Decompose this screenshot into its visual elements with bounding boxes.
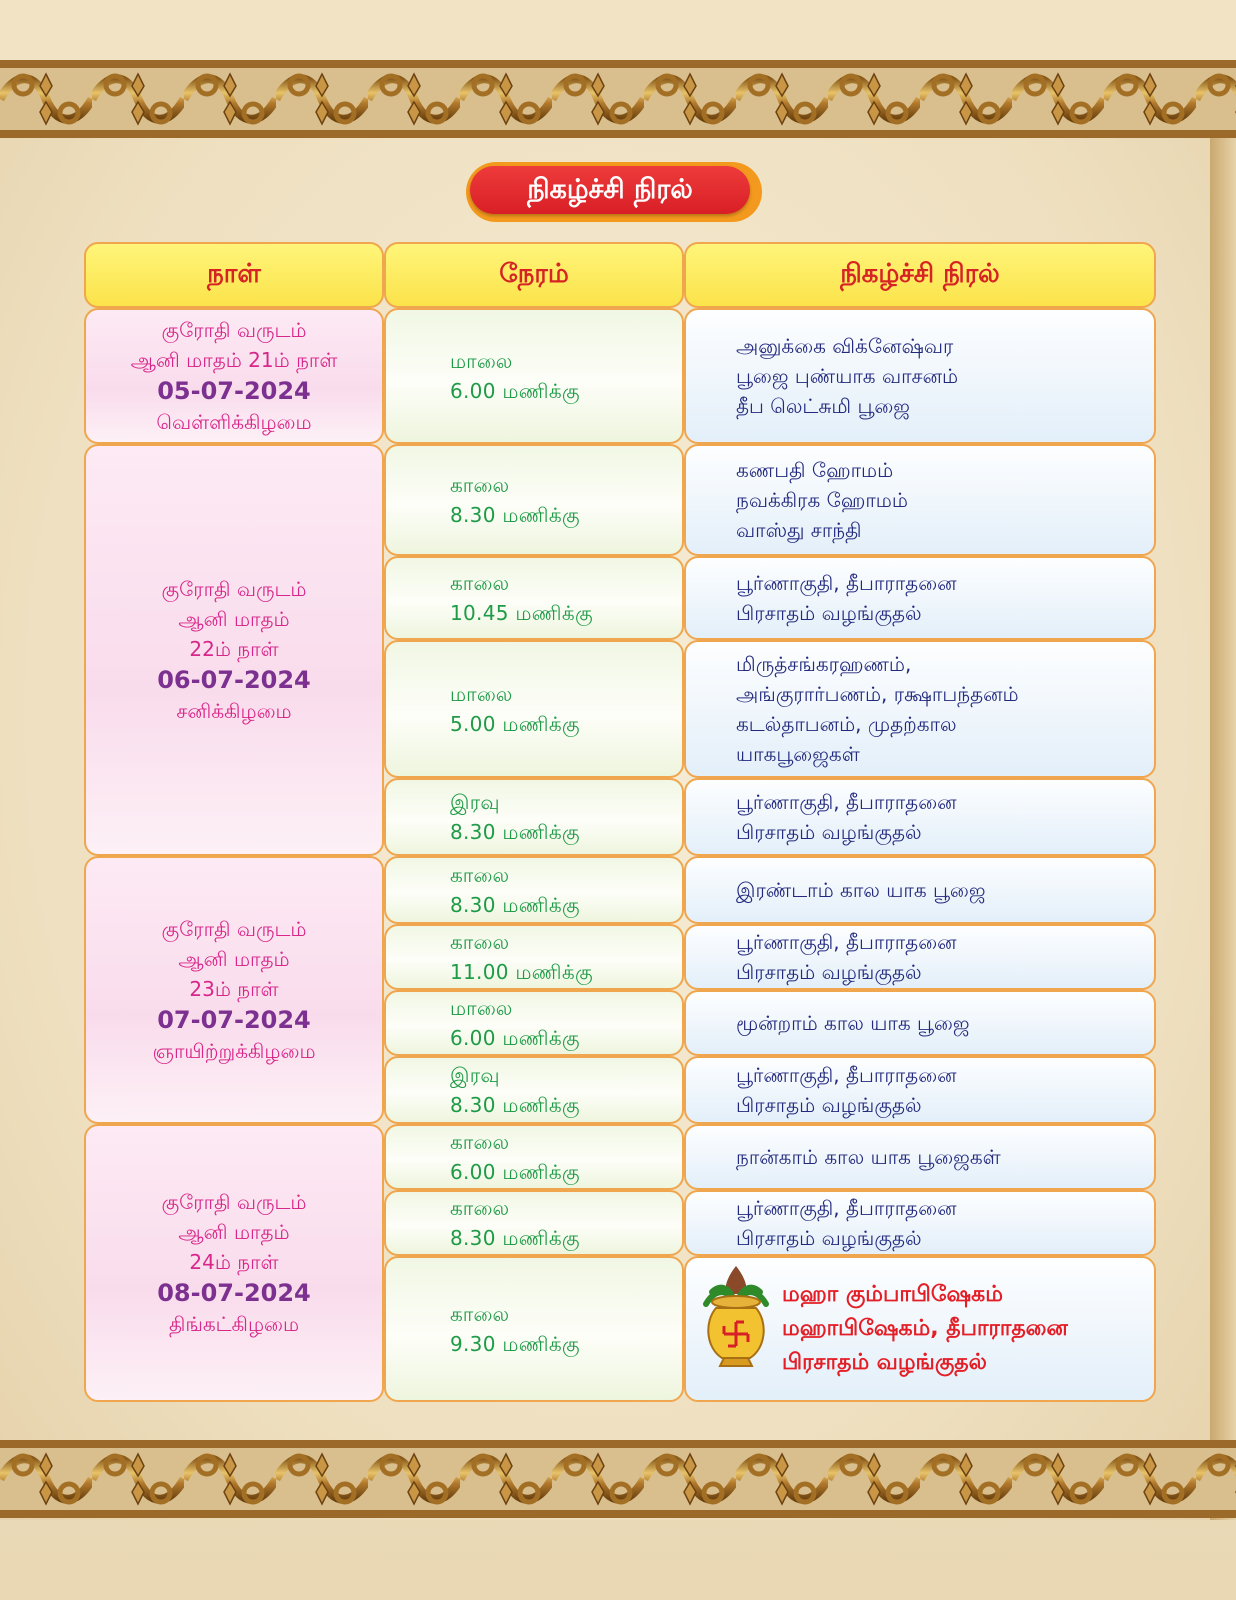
event-line: பூர்ணாகுதி, தீபாராதனை [736, 930, 957, 954]
date-label: 08-07-2024 [157, 1279, 311, 1307]
month-day-label: ஆனி மாதம் 21ம் நாள் [130, 348, 338, 372]
day-number-label: 23ம் நாள் [189, 977, 279, 1001]
event-cell-11 [684, 1190, 1156, 1256]
weekday-label: வெள்ளிக்கிழமை [156, 410, 312, 434]
header-time: நேரம் [384, 242, 684, 308]
event-cell-7 [684, 924, 1156, 990]
date-label: 07-07-2024 [157, 1006, 311, 1034]
event-line: பிரசாதம் வழங்குதல் [736, 820, 922, 844]
period-label: காலை [450, 1196, 510, 1220]
month-label: ஆனி மாதம் [178, 607, 290, 631]
event-line: பிரசாதம் வழங்குதல் [782, 1350, 987, 1375]
ornamental-border-top [0, 60, 1236, 138]
month-label: ஆனி மாதம் [178, 947, 290, 971]
event-line: அனுக்கை விக்னேஷ்வர [736, 334, 954, 358]
event-line: இரண்டாம் கால யாக பூஜை [736, 878, 986, 902]
time-cell-7 [384, 924, 684, 990]
event-cell-1 [684, 308, 1156, 444]
period-label: இரவு [450, 1063, 500, 1087]
event-line: தீப லெட்சுமி பூஜை [736, 394, 910, 418]
time-cell-12 [384, 1256, 684, 1402]
time-cell-8 [384, 990, 684, 1056]
time-cell-4 [384, 640, 684, 778]
clock-label: 8.30 மணிக்கு [450, 1226, 580, 1250]
period-label: காலை [450, 930, 510, 954]
period-label: காலை [450, 571, 510, 595]
weekday-label: ஞாயிற்றுக்கிழமை [152, 1039, 316, 1063]
event-cell-2 [684, 444, 1156, 556]
event-cell-5 [684, 778, 1156, 856]
period-label: காலை [450, 1302, 510, 1326]
event-line: கடல்தாபனம், முதற்கால [736, 712, 957, 736]
event-line: மிருத்சங்கரஹணம், [736, 652, 912, 676]
event-cell-6 [684, 856, 1156, 924]
event-line: பூர்ணாகுதி, தீபாராதனை [736, 1063, 957, 1087]
time-cell-2 [384, 444, 684, 556]
clock-label: 8.30 மணிக்கு [450, 820, 580, 844]
event-line: நவக்கிரக ஹோமம் [736, 488, 908, 512]
event-line: நான்காம் கால யாக பூஜைகள் [736, 1145, 1001, 1169]
time-cell-11 [384, 1190, 684, 1256]
date-label: 05-07-2024 [157, 377, 311, 405]
event-cell-8 [684, 990, 1156, 1056]
clock-label: 6.00 மணிக்கு [450, 1160, 580, 1184]
event-line: பிரசாதம் வழங்குதல் [736, 601, 922, 625]
clock-label: 8.30 மணிக்கு [450, 503, 580, 527]
event-line: கணபதி ஹோமம் [736, 458, 894, 482]
year-label: குரோதி வருடம் [161, 318, 307, 342]
event-line: மூன்றாம் கால யாக பூஜை [736, 1011, 970, 1035]
weekday-label: திங்கட்கிழமை [168, 1312, 300, 1336]
period-label: காலை [450, 863, 510, 887]
header-program: நிகழ்ச்சி நிரல் [684, 242, 1156, 308]
date-label: 06-07-2024 [157, 666, 311, 694]
clock-label: 6.00 மணிக்கு [450, 379, 580, 403]
time-cell-5 [384, 778, 684, 856]
event-line: பிரசாதம் வழங்குதல் [736, 960, 922, 984]
period-label: மாலை [450, 349, 513, 373]
event-line: பூர்ணாகுதி, தீபாராதனை [736, 571, 957, 595]
event-line: பூர்ணாகுதி, தீபாராதனை [736, 1196, 957, 1220]
year-label: குரோதி வருடம் [161, 917, 307, 941]
period-label: காலை [450, 473, 510, 497]
event-cell-3 [684, 556, 1156, 640]
time-cell-9 [384, 1056, 684, 1124]
event-line: வாஸ்து சாந்தி [736, 518, 862, 542]
period-label: இரவு [450, 790, 500, 814]
year-label: குரோதி வருடம் [161, 577, 307, 601]
year-label: குரோதி வருடம் [161, 1190, 307, 1214]
month-label: ஆனி மாதம் [178, 1220, 290, 1244]
event-line: மஹாபிஷேகம், தீபாராதனை [782, 1316, 1068, 1341]
event-line: பூஜை புண்யாக வாசனம் [736, 364, 959, 388]
day-number-label: 22ம் நாள் [189, 637, 279, 661]
event-cell-10 [684, 1124, 1156, 1190]
clock-label: 6.00 மணிக்கு [450, 1026, 580, 1050]
period-label: மாலை [450, 682, 513, 706]
time-cell-10 [384, 1124, 684, 1190]
event-line: பிரசாதம் வழங்குதல் [736, 1226, 922, 1250]
time-cell-1 [384, 308, 684, 444]
title-badge [466, 162, 762, 222]
event-line: பூர்ணாகுதி, தீபாராதனை [736, 790, 957, 814]
event-cell-9 [684, 1056, 1156, 1124]
event-line: அங்குரார்பணம், ரக்ஷாபந்தனம் [736, 682, 1019, 706]
day-cell-4 [84, 1124, 384, 1402]
weekday-label: சனிக்கிழமை [176, 699, 292, 723]
page-title: நிகழ்ச்சி நிரல் [470, 166, 750, 214]
day-cell-2 [84, 444, 384, 856]
time-cell-6 [384, 856, 684, 924]
clock-label: 8.30 மணிக்கு [450, 1093, 580, 1117]
time-cell-3 [384, 556, 684, 640]
period-label: காலை [450, 1130, 510, 1154]
header-day: நாள் [84, 242, 384, 308]
event-line: மஹா கும்பாபிஷேகம் [782, 1282, 1003, 1307]
clock-label: 8.30 மணிக்கு [450, 893, 580, 917]
event-cell-4 [684, 640, 1156, 778]
ornamental-border-bottom [0, 1440, 1236, 1518]
day-cell-3 [84, 856, 384, 1124]
period-label: மாலை [450, 996, 513, 1020]
event-line: யாகபூஜைகள் [736, 742, 860, 766]
clock-label: 5.00 மணிக்கு [450, 712, 580, 736]
event-line: பிரசாதம் வழங்குதல் [736, 1093, 922, 1117]
clock-label: 9.30 மணிக்கு [450, 1332, 580, 1356]
panel-edge [1210, 60, 1236, 1520]
day-number-label: 24ம் நாள் [189, 1250, 279, 1274]
day-cell-1 [84, 308, 384, 444]
clock-label: 11.00 மணிக்கு [450, 960, 593, 984]
clock-label: 10.45 மணிக்கு [450, 601, 593, 625]
kalasam-icon [698, 1262, 774, 1372]
